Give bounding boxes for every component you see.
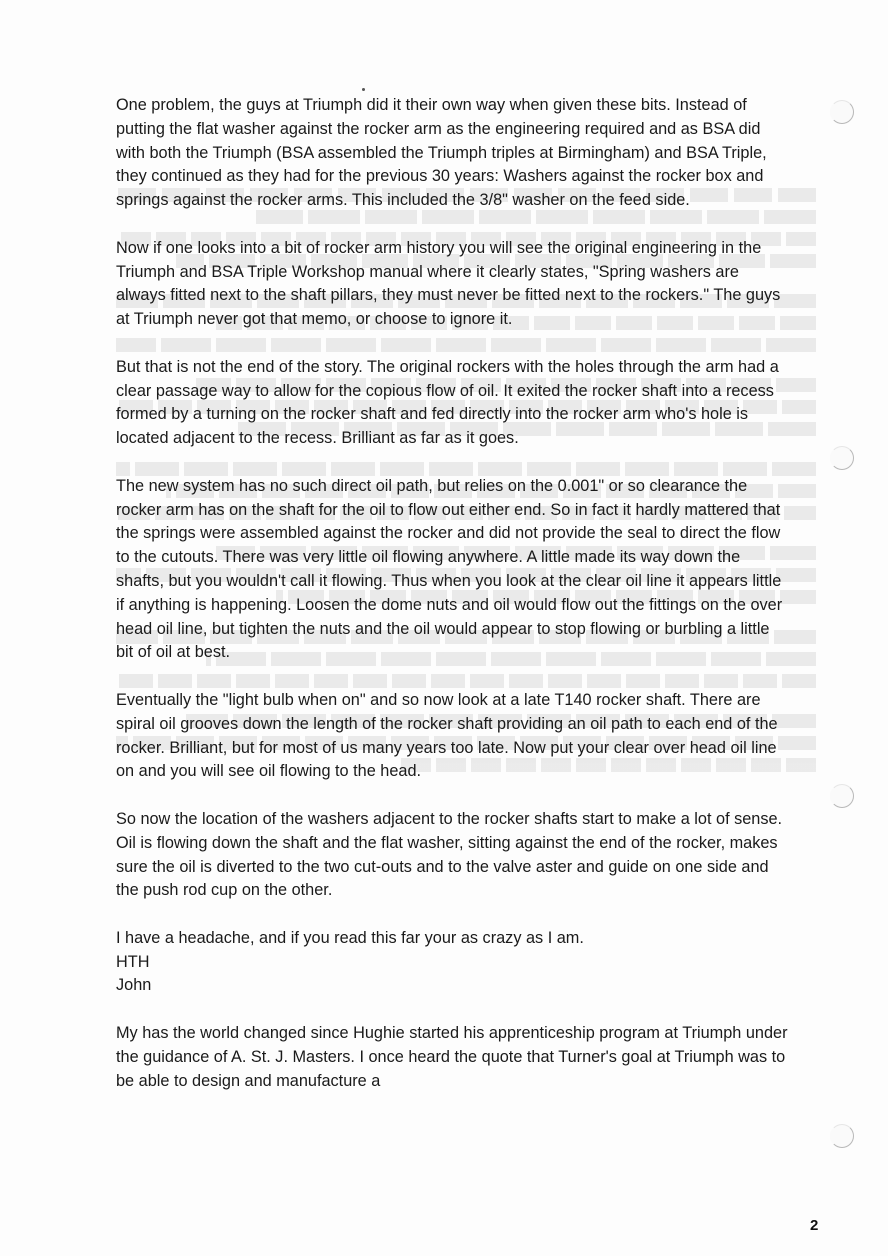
paragraph: But that is not the end of the story. The original rockers with the holes through the arm had a clear passage way to allow for the copious flow of oil. It exited the rocker shaft into a recess formed by a turning on the rocker shaft and fed directly into the rocker arm who's hole is located adjacent to the recess. Brilliant as far as it goes. — [116, 357, 779, 448]
page-number: 2 — [810, 1217, 819, 1234]
paper-speck — [362, 88, 365, 91]
paragraph: One problem, the guys at Triumph did it their own way when given these bits. Instead of putting the flat washer against the rocker arm as the engineering required and as BSA did with both the Triumph (BSA assembled the Triumph triples at Birmingham) and BSA Triple, they continued as they had for the previous 30 years: Washers against the rocker box and springs against the rocker arms. This included the 3/8" washer on the feed side. — [116, 96, 767, 210]
punch-hole-mark — [830, 784, 854, 808]
signoff-line: I have a headache, and if you read this far your as crazy as I am. — [116, 928, 584, 947]
signoff-hth: HTH — [116, 952, 150, 971]
paragraph: Eventually the "light bulb when on" and so now look at a late T140 rocker shaft. There are spiral oil grooves down the length of the rocker shaft providing an oil path to each end of the rocker. Brilliant, but for most of us many years too late. Now put your clear over head oil line on and you will see oil flowing to the head. — [116, 690, 778, 781]
punch-hole-mark — [830, 446, 854, 470]
punch-hole-mark — [830, 100, 854, 124]
paragraph: Now if one looks into a bit of rocker arm history you will see the original engineering in the Triumph and BSA Triple Workshop manual where it clearly states, "Spring washers are always fitted next to the shaft pillars, they must never be fitted next to the rockers." The guys at Triumph never got that memo, or choose to ignore it. — [116, 238, 781, 329]
document-body — [116, 94, 788, 1117]
paragraph: So now the location of the washers adjacent to the rocker shafts start to make a lot of sense. Oil is flowing down the shaft and the flat washer, sitting against the end of the rocker, makes sure the oil is diverted to the two cut-outs and to the valve aster and guide on one side and the push rod cup on the other. — [116, 809, 783, 900]
closing-paragraph: My has the world changed since Hughie started his apprenticeship program at Triumph under the guidance of A. St. J. Masters. I once heard the quote that Turner's goal at Triumph was to be able to design and manufacture a — [116, 1024, 788, 1090]
signoff-name: John — [116, 976, 152, 995]
paragraph: The new system has no such direct oil path, but relies on the 0.001" or so clearance the rocker arm has on the shaft for the oil to flow out either end. So in fact it hardly mattered that the springs were assembled against the rocker and did not provide the seal to direct the flow to the cutouts. There was very little oil flowing anywhere. A little made its way down the shafts, but you wouldn't call it flowing. Thus when you look at the clear oil line it appears little if anything is happening. Loosen the dome nuts and oil would flow out the fittings on the over head oil line, but tighten the nuts and the oil would appear to stop flowing or burbling a little bit of oil at best. — [116, 476, 783, 662]
punch-hole-mark — [830, 1124, 854, 1148]
